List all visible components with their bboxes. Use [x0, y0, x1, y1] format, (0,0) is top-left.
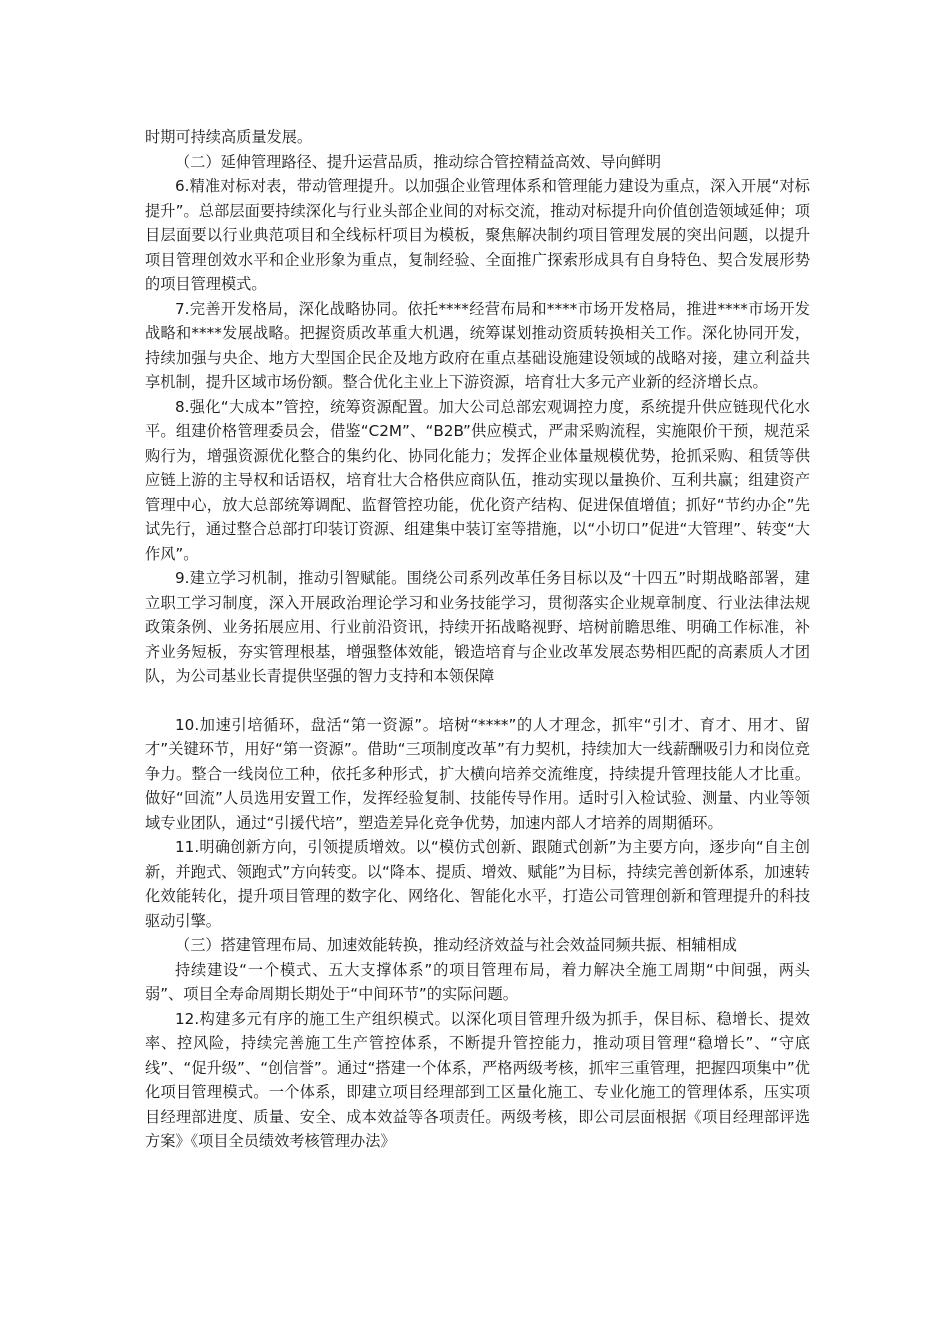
paragraph-gap	[145, 689, 810, 713]
section-heading-2: （二）延伸管理路径、提升运营品质，推动综合管控精益高效、导向鲜明	[175, 152, 661, 171]
paragraph-section-3-intro: 持续建设“一个模式、五大支撑体系”的项目管理布局，着力解决全施工周期“中间强，两头弱”、项目全寿命周期长期处于“中间环节”的实际问题。	[145, 960, 810, 1003]
paragraph-item-11: 11.明确创新方向，引领提质增效。以“模仿式创新、跟随式创新”为主要方向，逐步向“自主创新，并跑式、领跑式”方向转变。以“降本、提质、增效、赋能”为目标，持续完善创新体系，加速转化效能转化，提升项目管理的数字化、网络化、智能化水平，打造公司管理创新和管理提升的科技驱动引擎。	[145, 838, 810, 930]
paragraph-item-7: 7.完善开发格局，深化战略协同。依托****经营布局和****市场开发格局，推进****市场开发战略和****发展战略。把握资质改革重大机遇，统筹谋划推动资质转换相关工作。深化协同开发，持续加强与央企、地方大型国企民企及地方政府在重点基础设施建设领域的战略对接，建立利益共享机制，提升区域市场份额。整合优化主业上下游资源，培育壮大多元产业新的经济增长点。	[145, 299, 810, 391]
section-heading-3: （三）搭建管理布局、加速效能转换，推动经济效益与社会效益同频共振、相辅相成	[175, 936, 737, 954]
paragraph-item-10: 10.加速引培循环，盘活“第一资源”。培树“****”的人才理念，抓牢“引才、育才、用才、留才”关键环节，用好“第一资源”。借助“三项制度改革”有力契机，持续加大一线薪酬吸引力和岗位竞争力。整合一线岗位工种，依托多种形式，扩大横向培养交流维度，持续提升管理技能人才比重。做好“回流”人员选用安置工作，发挥经验复制、技能传导作用。适时引入检试验、测量、内业等领域专业团队，通过“引援代培”，塑造差异化竞争优势，加速内部人才培养的周期循环。	[145, 715, 810, 832]
paragraph-item-8: 8.强化“大成本”管控，统筹资源配置。加大公司总部宏观调控力度，系统提升供应链现代化水平。组建价格管理委员会，借鉴“C2M”、“B2B”供应模式，严肃采购流程，实施限价干预，规范采购行为，增强资源优化整合的集约化、协同化能力；发挥企业体量规模优势，抢抓采购、租赁等供应链上游的主导权和话语权，培育壮大合格供应商队伍，推动实现以量换价、互利共赢；组建资产管理中心，放大总部统筹调配、监督管控功能，优化资产结构、促进保值增值；抓好“节约办企”先试先行，通过整合总部打印装订资源、组建集中装订室等措施，以“小切口”促进“大管理”、转变“大作风”。	[145, 397, 810, 563]
paragraph-continuation: 时期可持续高质量发展。	[145, 128, 313, 146]
document-body	[145, 125, 810, 1154]
paragraph-item-9: 9.建立学习机制，推动引智赋能。围绕公司系列改革任务目标以及“十四五”时期战略部署，建立职工学习制度，深入开展政治理论学习和业务技能学习，贯彻落实企业规章制度、行业法律法规政策条例、业务拓展应用、行业前沿资讯，持续开拓战略视野、培树前瞻思维、明确工作标准，补齐业务短板，夯实管理根基，增强整体效能，锻造培育与企业改革发展态势相匹配的高素质人才团队，为公司基业长青提供坚强的智力支持和本领保障	[145, 569, 810, 685]
paragraph-item-6: 6.精准对标对表，带动管理提升。以加强企业管理体系和管理能力建设为重点，深入开展“对标提升”。总部层面要持续深化与行业头部企业间的对标交流，推动对标提升向价值创造领域延伸；项目层面要以行业典范项目和全线标杆项目为模板，聚焦解决制约项目管理发展的突出问题，以提升项目管理创效水平和企业形象为重点，复制经验、全面推广探索形成具有自身特色、契合发展形势的项目管理模式。	[145, 177, 810, 293]
paragraph-item-12: 12.构建多元有序的施工生产组织模式。以深化项目管理升级为抓手，保目标、稳增长、提效率、控风险，持续完善施工生产管控体系，不断提升管控能力，推动项目管理“稳增长”、“守底线”、“促升级”、“创信誉”。通过“搭建一个体系，严格两级考核，抓牢三重管理，把握四项集中”优化项目管理模式。一个体系，即建立项目经理部到工区量化施工、专业化施工的管理体系，压实项目经理部进度、质量、安全、成本效益等各项责任。两级考核，即公司层面根据《项目经理部评选方案》《项目全员绩效考核管理办法》	[145, 1009, 810, 1150]
